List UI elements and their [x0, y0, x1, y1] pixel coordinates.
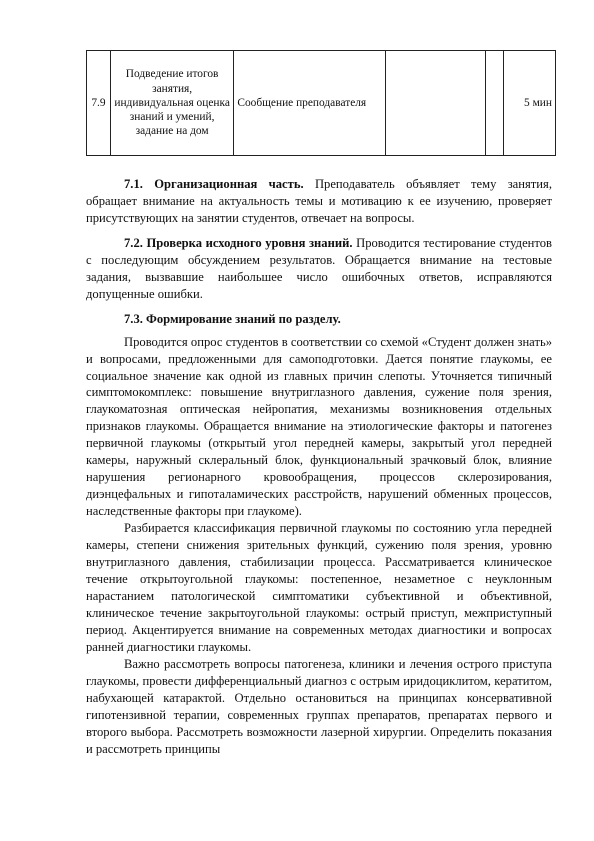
empty-cell [485, 51, 504, 156]
section-7-3-heading [86, 311, 552, 328]
paragraph: Проводится опрос студентов в соответствии со схемой «Студент должен знать» и вопросами, предложенными для самоподготовки. Дается понятие глаукомы, ее социальное значение как одной из главных причин слепоты. Уточняется типичный симптомокомплекс: повышение внутриглазного давления, сужение поля зрения, глаукоматозная оптическая нейропатия, механизмы возникновения отдельных признаков глаукомы. Обращается внимание на этиологические факторы и патогенез первичной глаукомы (открытый угол передней камеры, закрытый угол передней камеры, наружный склеральный блок, функциональный зрачковый блок, влияние нарушения регионарного кровообращения, процессов склерозирования, диэнцефальных и гипоталамических расстройств, нарушений обменных процессов, наследственные факторы при глаукоме). [86, 334, 552, 519]
empty-cell [386, 51, 485, 156]
section-text: Преподаватель объявляет тему занятия, обращает внимание на актуальность темы и мотивацию к ее изучению, проверяет присутствующих на занятии студентов, отвечает на вопросы. [86, 177, 552, 225]
paragraph: Разбирается классификация первичной глаукомы по состоянию угла передней камеры, степени снижения зрительных функций, сужению поля зрения, уровню внутриглазного давления, стабилизации процесса. Рассматривается клиническое течение открытоугольной глаукомы: постепенное, незаметное с неуклонным нарастанием патологической симптоматики субъективной и объективной, клиническое течение закрытоугольной глаукомы: острый приступ, межприступный период. Акцентируется внимание на современных методах диагностики и вопросах ранней диагностики глаукомы. [86, 521, 552, 654]
stage-cell: Подведение итогов занятия, индивидуальная оценка знаний и умений, задание на дом [110, 51, 233, 156]
lesson-plan-table [86, 50, 556, 156]
section-heading: 7.2. Проверка исходного уровня знаний. [124, 235, 353, 250]
section-heading: 7.3. Формирование знаний по разделу. [124, 311, 341, 326]
method-cell: Сообщение преподавателя [234, 51, 386, 156]
table-row [87, 51, 556, 156]
body-text [86, 176, 552, 757]
section-text: Проводится тестирование студентов с последующим обсуждением результатов. Обращается внимание на тестовые задания, вызвавшие наибольшее число ошибочных ответов, исправляются допущенные ошибки. [86, 235, 552, 301]
section-heading: 7.1. Организационная часть. [124, 177, 304, 191]
section-7-1 [86, 176, 552, 227]
row-number-cell: 7.9 [87, 51, 111, 156]
section-7-2 [86, 235, 552, 303]
time-cell: 5 мин [504, 51, 556, 156]
paragraph: Важно рассмотреть вопросы патогенеза, клиники и лечения острого приступа глаукомы, провести дифференциальный диагноз с острым иридоциклитом, кератитом, набухающей катарактой. Отдельно остановиться на принципах консервативной гипотензивной терапии, современных группах препаратов, препаратах первого и второго выбора. Рассмотреть возможности лазерной хирургии. Определить показания и рассмотреть принципы [86, 656, 552, 756]
